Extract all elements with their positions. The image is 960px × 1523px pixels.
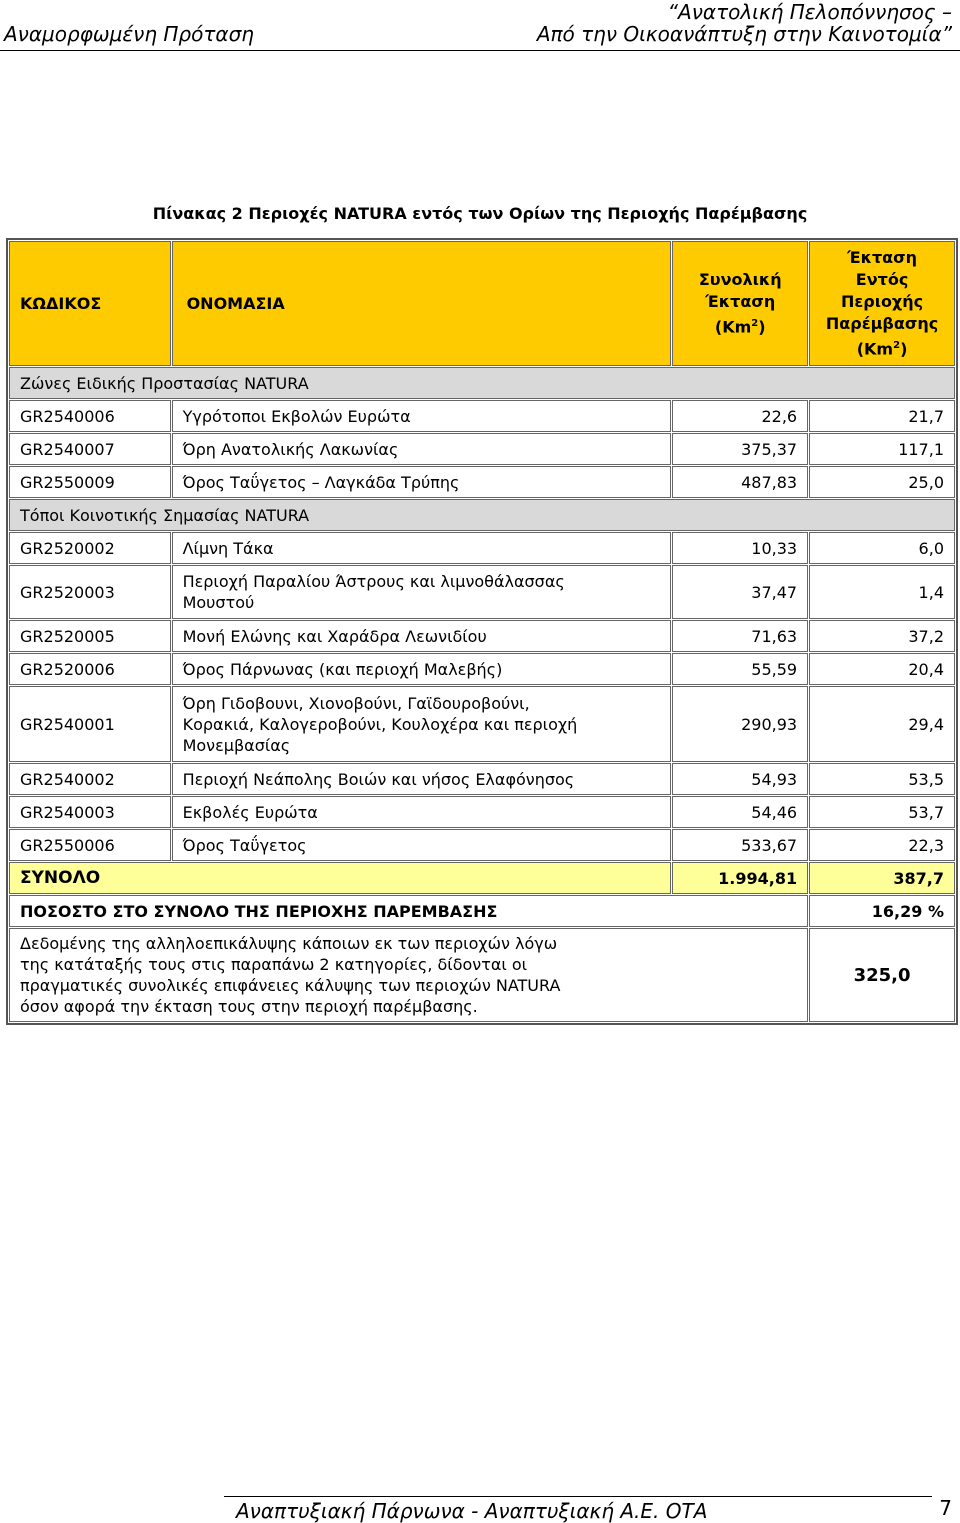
header-rule	[0, 50, 960, 51]
table-caption: Πίνακας 2 Περιοχές NATURA εντός των Ορίων της Περιοχής Παρέμβασης	[152, 204, 808, 223]
cell-name-line: Κορακιά, Καλογεροβούνι, Κουλοχέρα και περιοχή	[182, 714, 578, 734]
natura-table	[6, 238, 958, 1025]
header-total-sup: 2	[751, 317, 759, 329]
table-row	[9, 763, 955, 795]
cell-code: GR2520003	[9, 565, 171, 619]
cell-name: Όρη Ανατολικής Λακωνίας	[172, 433, 672, 465]
cell-area: 6,0	[809, 532, 955, 564]
cell-area: 25,0	[809, 466, 955, 498]
cell-total: 54,93	[672, 763, 808, 795]
table-row	[9, 653, 955, 685]
header-area-sup: 2	[893, 339, 901, 351]
cell-code: GR2540007	[9, 433, 171, 465]
cell-area: 22,3	[809, 829, 955, 861]
header-total-end: )	[758, 317, 766, 337]
note-line: της κατάταξής τους στις παραπάνω 2 κατηγορίες, δίδονται οι	[20, 955, 528, 974]
footer-rule	[224, 1496, 932, 1497]
cell-name-line: Όρη Γιδοβουνι, Χιονοβούνι, Γαϊδουροβούνι,	[182, 693, 530, 713]
cell-code: GR2540001	[9, 686, 171, 762]
cell-area: 1,4	[809, 565, 955, 619]
header-area-l3: Περιοχής	[840, 291, 924, 311]
cell-name: Υγρότοποι Εκβολών Ευρώτα	[172, 400, 672, 432]
cell-total: 55,59	[672, 653, 808, 685]
table-header-row	[9, 241, 955, 366]
table-row	[9, 466, 955, 498]
note-text	[9, 928, 808, 1022]
header-area-l4: Παρέμβασης	[825, 313, 939, 333]
percent-row	[9, 895, 955, 927]
cell-name	[172, 686, 672, 762]
cell-code: GR2520005	[9, 620, 171, 652]
header-area-l5: (Km	[856, 339, 894, 359]
table-row	[9, 796, 955, 828]
cell-name-line: Περιοχή Παραλίου Άστρους και λιμνοθάλασσας	[182, 572, 565, 591]
header-total-l2: Έκταση	[705, 291, 776, 311]
header-left-text: Αναμορφωμένη Πρόταση	[4, 22, 254, 46]
header-area-end: )	[900, 339, 908, 359]
header-code: ΚΩΔΙΚΟΣ	[9, 241, 171, 366]
table-row	[9, 620, 955, 652]
cell-area: 53,7	[809, 796, 955, 828]
cell-total: 71,63	[672, 620, 808, 652]
cell-total: 375,37	[672, 433, 808, 465]
table-row	[9, 686, 955, 762]
table-row	[9, 532, 955, 564]
note-line: Δεδομένης της αλληλοεπικάλυψης κάποιων εκ των περιοχών λόγω	[20, 934, 558, 953]
cell-area: 20,4	[809, 653, 955, 685]
cell-code: GR2550006	[9, 829, 171, 861]
header-title-line2: Από την Οικοανάπτυξη στην Καινοτομία”	[536, 22, 952, 46]
header-intervention-area	[809, 241, 955, 366]
header-total-l3: (Km	[714, 317, 752, 337]
table-row	[9, 829, 955, 861]
note-row	[9, 928, 955, 1022]
section-row-spa	[9, 367, 955, 399]
section-label: Τόποι Κοινοτικής Σημασίας NATURA	[9, 499, 955, 531]
total-label: ΣΥΝΟΛΟ	[9, 862, 671, 894]
cell-name: Λίμνη Τάκα	[172, 532, 672, 564]
note-line: όσον αφορά την έκταση τους στην περιοχή παρέμβασης.	[20, 997, 478, 1016]
cell-code: GR2520006	[9, 653, 171, 685]
note-line: πραγματικές συνολικές επιφάνειες κάλυψης των περιοχών NATURA	[20, 976, 561, 995]
header-total-l1: Συνολική	[698, 269, 782, 289]
table-row	[9, 565, 955, 619]
cell-name: Όρος Πάρνωνας (και περιοχή Μαλεβής)	[172, 653, 672, 685]
table-row	[9, 400, 955, 432]
page-number: 7	[939, 1496, 952, 1520]
cell-name: Εκβολές Ευρώτα	[172, 796, 672, 828]
cell-code: GR2540006	[9, 400, 171, 432]
cell-name-line: Μονεμβασίας	[182, 735, 291, 755]
cell-area: 37,2	[809, 620, 955, 652]
cell-name: Περιοχή Νεάπολης Βοιών και νήσος Ελαφόνησος	[172, 763, 672, 795]
cell-name	[172, 565, 672, 619]
percent-label: ΠΟΣΟΣΤΟ ΣΤΟ ΣΥΝΟΛΟ ΤΗΣ ΠΕΡΙΟΧΗΣ ΠΑΡΕΜΒΑΣΗΣ	[9, 895, 808, 927]
cell-total: 487,83	[672, 466, 808, 498]
header-area-l1: Έκταση	[847, 247, 918, 267]
cell-code: GR2520002	[9, 532, 171, 564]
cell-total: 533,67	[672, 829, 808, 861]
header-name: ΟΝΟΜΑΣΙΑ	[172, 241, 672, 366]
cell-total: 22,6	[672, 400, 808, 432]
cell-name-line: Μουστού	[182, 593, 255, 612]
cell-name: Όρος Ταΰγετος – Λαγκάδα Τρύπης	[172, 466, 672, 498]
total-total: 1.994,81	[672, 862, 808, 894]
total-area: 387,7	[809, 862, 955, 894]
cell-total: 37,47	[672, 565, 808, 619]
cell-area: 29,4	[809, 686, 955, 762]
cell-area: 21,7	[809, 400, 955, 432]
note-value: 325,0	[809, 928, 955, 1022]
cell-area: 53,5	[809, 763, 955, 795]
footer-text: Αναπτυξιακή Πάρνωνα - Αναπτυξιακή Α.Ε. ΟΤΑ	[236, 1499, 708, 1523]
header-title-line1: “Ανατολική Πελοπόννησος –	[667, 0, 952, 24]
header-total-area	[672, 241, 808, 366]
total-row	[9, 862, 955, 894]
table-row	[9, 433, 955, 465]
cell-total: 10,33	[672, 532, 808, 564]
header-area-l2: Εντός	[855, 269, 909, 289]
percent-value: 16,29 %	[809, 895, 955, 927]
cell-code: GR2550009	[9, 466, 171, 498]
section-label: Ζώνες Ειδικής Προστασίας NATURA	[9, 367, 955, 399]
cell-code: GR2540003	[9, 796, 171, 828]
cell-total: 290,93	[672, 686, 808, 762]
section-row-sci	[9, 499, 955, 531]
cell-total: 54,46	[672, 796, 808, 828]
cell-name: Μονή Ελώνης και Χαράδρα Λεωνιδίου	[172, 620, 672, 652]
cell-code: GR2540002	[9, 763, 171, 795]
cell-name: Όρος Ταΰγετος	[172, 829, 672, 861]
cell-area: 117,1	[809, 433, 955, 465]
